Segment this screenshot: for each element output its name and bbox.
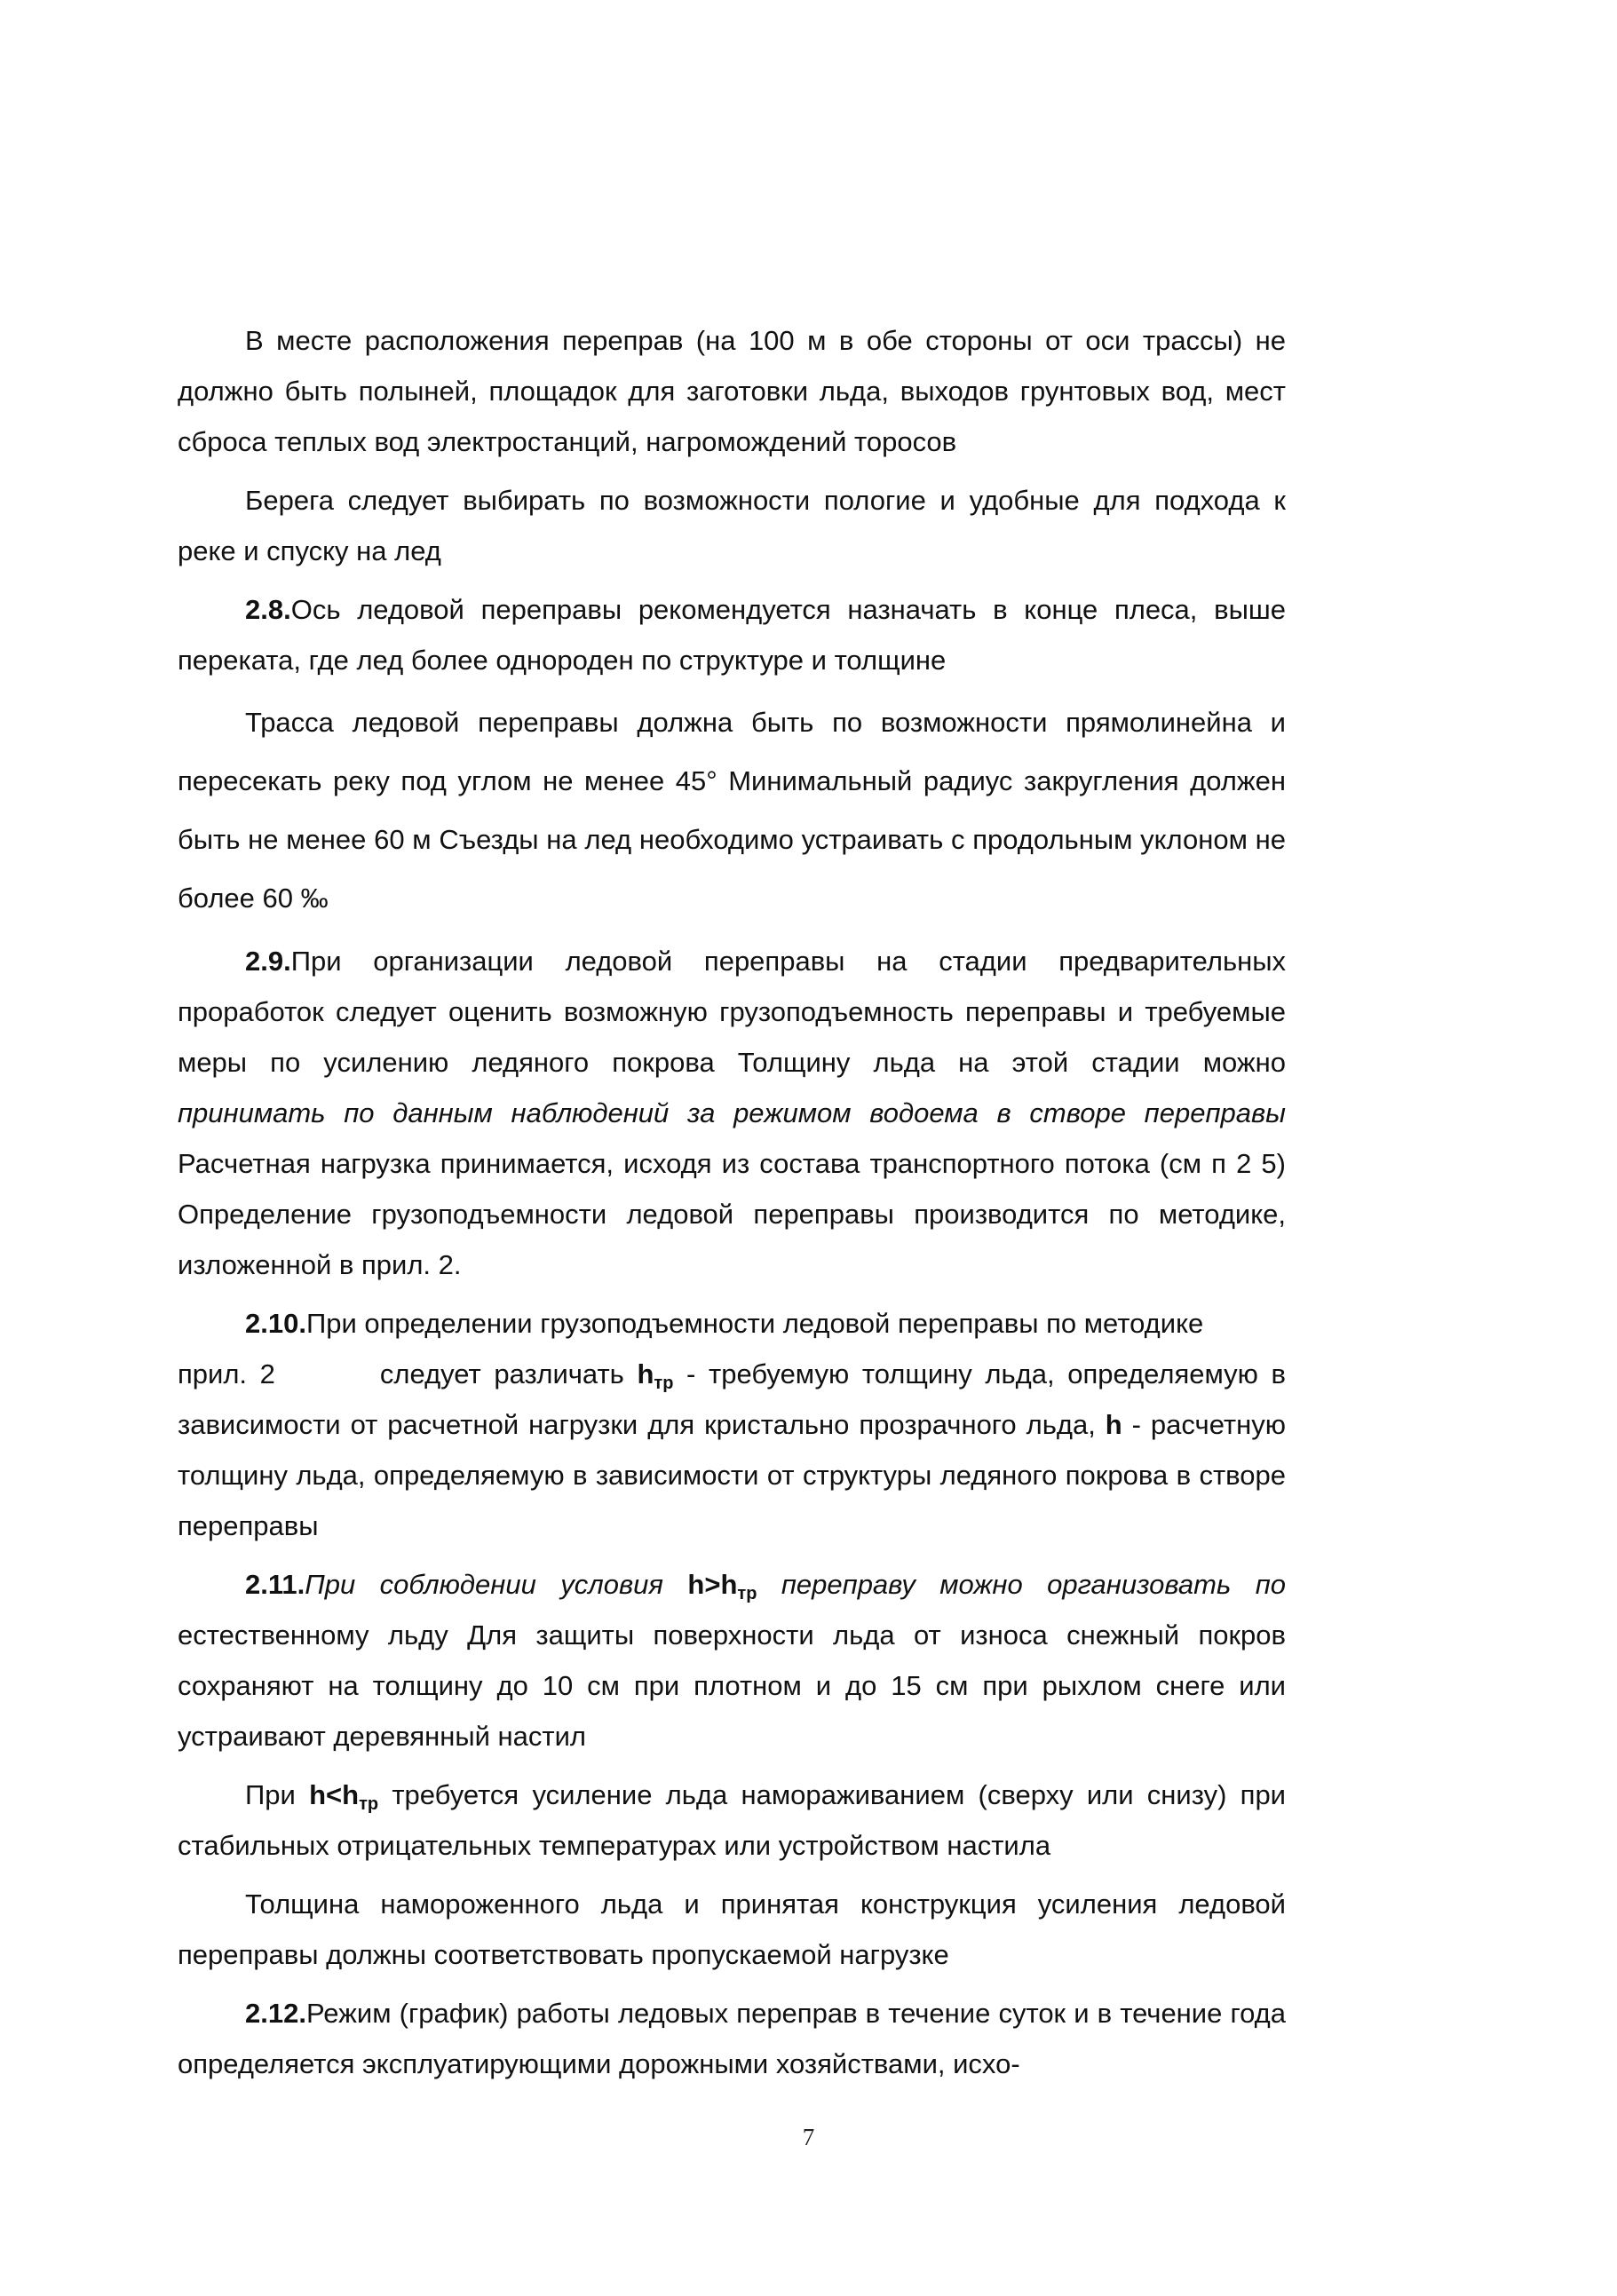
paragraph-text: Толщина намороженного льда и принятая конструкция усиления ледовой переправы должны соответствовать пропускаемой нагрузке <box>178 1888 1286 1970</box>
paragraph-text: - требуемую толщину льда, определяемую в зависимости от расчетной нагрузки для кристально прозрачного льда, <box>178 1358 1286 1440</box>
appendix-reference: прил. 2 <box>178 1358 275 1389</box>
variable-h: h <box>1105 1409 1122 1440</box>
page-number: 7 <box>802 2124 815 2150</box>
variable-subscript: тр <box>654 1374 674 1393</box>
paragraph-2-8 <box>178 584 1286 685</box>
paragraph-text-italic: При соблюдении условия <box>305 1569 688 1600</box>
paragraph-text: В месте расположения переправ (на 100 м в обе стороны от оси трассы) не должно быть полыней, площадок для заготовки льда, выходов грунтовых вод, мест сброса теплых вод электростанций, нагромождений торосов <box>178 325 1286 457</box>
paragraph-text: Режим (график) работы ледовых переправ в течение суток и в течение года определяется эксплуатирующими дорожными хозяйствами, исхо- <box>178 1998 1286 2079</box>
paragraph-text: При организации ледовой переправы на стадии предварительных проработок следует оценить возможную грузоподъемность переправы и требуемые меры по усилению ледяного покрова Толщину льда на этой стадии можно <box>178 946 1286 1078</box>
paragraph-text: Ось ледовой переправы рекомендуется назначать в конце плеса, выше переката, где лед более однороден по структуре и толщине <box>178 594 1286 676</box>
paragraph-2-11 <box>178 1559 1286 1762</box>
clause-number: 2.10. <box>245 1308 306 1339</box>
clause-number: 2.8. <box>245 594 291 625</box>
paragraph-2-10 <box>178 1298 1286 1551</box>
paragraph <box>178 693 1286 928</box>
paragraph-text: Трасса ледовой переправы должна быть по возможности прямолинейна и пересекать реку под углом не менее 45° Минимальный радиус закругления должен быть не менее 60 м Съезды на лед необходимо устраивать с продольным уклоном не более 60 ‰ <box>178 707 1286 914</box>
clause-number: 2.11. <box>245 1569 305 1600</box>
paragraph <box>178 315 1286 467</box>
paragraph-text: Расчетная нагрузка принимается, исходя из состава транспортного потока (см п 2 5) Определение грузоподъемности ледовой переправы производится по методике, изложенной в прил. 2. <box>178 1148 1286 1280</box>
document-body <box>178 315 1286 2089</box>
paragraph-text: требуется усиление льда намораживанием (сверху или снизу) при стабильных отрицательных температурах или устройством настила <box>178 1779 1286 1861</box>
condition-formula: h<h <box>309 1779 360 1810</box>
paragraph-text: Берега следует выбирать по возможности пологие и удобные для подхода к реке и спуску на лед <box>178 485 1286 566</box>
paragraph-2-9 <box>178 936 1286 1290</box>
paragraph-text: - расчетную толщину льда, определяемую в зависимости от структуры ледяного покрова в створе переправы <box>178 1409 1286 1541</box>
variable-subscript: тр <box>737 1584 757 1603</box>
paragraph <box>178 1770 1286 1871</box>
condition-formula: h>h <box>687 1569 738 1600</box>
paragraph-text: естественному льду Для защиты поверхности льда от износа снежный покров сохраняют на толщину до 10 см при плотном и до 15 см при рыхлом снеге или устраивают деревянный настил <box>178 1619 1286 1752</box>
paragraph-text-italic: переправу можно организовать по <box>757 1569 1287 1600</box>
variable-h: h <box>637 1358 654 1389</box>
clause-number: 2.9. <box>245 946 291 977</box>
paragraph-text: следует различать <box>379 1358 624 1389</box>
paragraph <box>178 1879 1286 1980</box>
clause-number: 2.12. <box>245 1998 306 2029</box>
paragraph-2-12 <box>178 1988 1286 2089</box>
paragraph-text: При определении грузоподъемности ледовой переправы по методике <box>305 1308 1204 1339</box>
paragraph <box>178 475 1286 576</box>
paragraph-text: При <box>245 1779 310 1810</box>
variable-subscript: тр <box>359 1794 379 1814</box>
paragraph-text-italic: принимать по данным наблюдений за режимом водоема в створе переправы <box>178 1097 1286 1128</box>
